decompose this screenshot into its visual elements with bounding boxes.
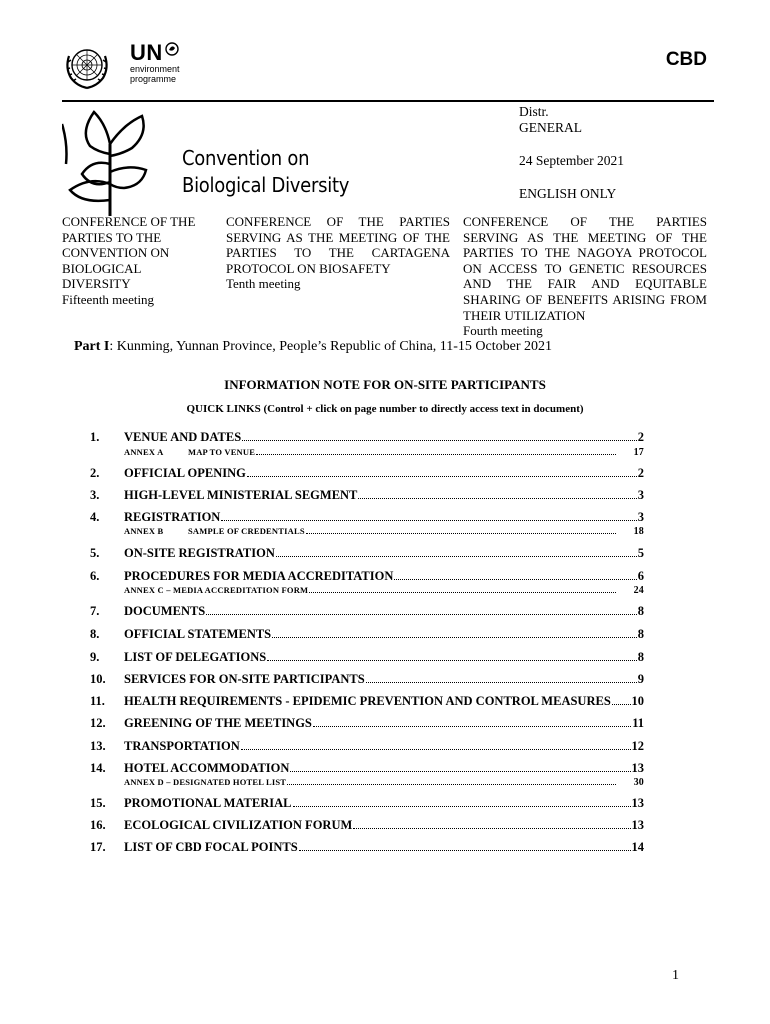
cop-line: CONFERENCE OF THE xyxy=(62,214,196,229)
toc-leader xyxy=(299,850,631,851)
toc-subentry-annex-d[interactable] xyxy=(124,777,644,788)
document-title: INFORMATION NOTE FOR ON-SITE PARTICIPANTS xyxy=(224,377,546,392)
toc-leader xyxy=(272,637,637,638)
un-environment-logo-icon xyxy=(165,42,179,56)
toc-entry-opening[interactable] xyxy=(124,466,644,481)
toc-number: 1. xyxy=(90,430,100,444)
toc-entry-health[interactable] xyxy=(124,694,644,709)
toc-number: 16. xyxy=(90,818,106,832)
annex-title[interactable]: SAMPLE OF CREDENTIALS xyxy=(188,526,305,536)
toc-title[interactable]: PROMOTIONAL MATERIAL xyxy=(124,796,292,810)
header-divider xyxy=(62,100,714,102)
toc-leader xyxy=(242,440,637,441)
toc-number: 5. xyxy=(90,546,100,560)
body-column-cop xyxy=(62,214,212,308)
toc-entry-statements[interactable] xyxy=(124,627,644,642)
toc-number: 17. xyxy=(90,840,106,854)
toc-leader xyxy=(306,533,616,534)
toc-leader xyxy=(256,454,615,455)
toc-leader xyxy=(366,682,637,683)
cop-line: PARTIES TO THE xyxy=(62,229,162,245)
toc-title[interactable]: REGISTRATION xyxy=(124,510,221,524)
toc-title[interactable]: LIST OF CBD FOCAL POINTS xyxy=(124,840,298,854)
toc-page-link[interactable]: 8 xyxy=(637,650,644,664)
toc-entry-venue[interactable] xyxy=(124,430,644,445)
toc-leader xyxy=(358,498,636,499)
toc-leader xyxy=(394,579,636,580)
toc-page-link[interactable]: 3 xyxy=(637,510,644,524)
annex-label: ANNEX B xyxy=(124,526,164,536)
toc-entry-focal-points[interactable] xyxy=(124,840,644,855)
toc-entry-media[interactable] xyxy=(124,569,644,584)
cop-meeting: Fifteenth meeting xyxy=(62,291,155,307)
annex-label[interactable]: ANNEX D – DESIGNATED HOTEL LIST xyxy=(124,777,287,787)
toc-page-link[interactable]: 8 xyxy=(637,627,644,641)
np-meeting: Fourth meeting xyxy=(463,323,543,339)
toc-entry-onsite-registration[interactable] xyxy=(124,546,644,561)
toc-entry-registration[interactable] xyxy=(124,510,644,525)
cop-line: DIVERSITY xyxy=(62,276,131,292)
toc-title[interactable]: ECOLOGICAL CIVILIZATION FORUM xyxy=(124,818,353,832)
toc-subentry-annex-c[interactable] xyxy=(124,585,644,596)
body-column-cp xyxy=(226,214,450,292)
toc-entry-hotel[interactable] xyxy=(124,761,644,776)
toc-number: 8. xyxy=(90,627,100,641)
toc-leader xyxy=(287,784,615,785)
distr-general: GENERAL xyxy=(519,120,582,135)
un-emblem-icon xyxy=(62,42,112,92)
toc-title[interactable]: HOTEL ACCOMMODATION xyxy=(124,761,290,775)
toc-entry-transportation[interactable] xyxy=(124,739,644,754)
cp-meeting: Tenth meeting xyxy=(226,276,301,292)
annex-label[interactable]: ANNEX C – MEDIA ACCREDITATION FORM xyxy=(124,585,309,595)
toc-title[interactable]: OFFICIAL STATEMENTS xyxy=(124,627,272,641)
cbd-label: CBD xyxy=(665,49,707,70)
toc-title[interactable]: TRANSPORTATION xyxy=(124,739,240,753)
toc-number: 3. xyxy=(90,488,100,502)
toc-number: 2. xyxy=(90,466,100,480)
toc-page-link[interactable]: 13 xyxy=(631,818,644,832)
part-text: : Kunming, Yunnan Province, People’s Republic of China, 11-15 October 2021 xyxy=(109,339,553,354)
un-logo-sub2: programme xyxy=(130,74,177,84)
toc-number: 6. xyxy=(90,569,100,583)
toc-page-link[interactable]: 2 xyxy=(637,430,644,444)
toc-title[interactable]: HIGH-LEVEL MINISTERIAL SEGMENT xyxy=(124,488,358,502)
toc-title[interactable]: OFFICIAL OPENING xyxy=(124,466,246,480)
toc-subentry-annex-b[interactable] xyxy=(124,526,644,537)
toc-title[interactable]: PROCEDURES FOR MEDIA ACCREDITATION xyxy=(124,569,394,583)
toc-title[interactable]: GREENING OF THE MEETINGS xyxy=(124,716,312,730)
toc-page-link[interactable]: 8 xyxy=(637,604,644,618)
quick-links-note: QUICK LINKS (Control + click on page number to directly access text in document) xyxy=(186,403,584,415)
document-date: 24 September 2021 xyxy=(519,153,624,168)
toc-leader xyxy=(221,520,636,521)
toc-leader xyxy=(247,476,637,477)
toc-page-link[interactable]: 10 xyxy=(631,694,644,708)
toc-page-link[interactable]: 18 xyxy=(633,526,644,537)
toc-entry-forum[interactable] xyxy=(124,818,644,833)
toc-page-link[interactable]: 2 xyxy=(637,466,644,480)
toc-page-link[interactable]: 24 xyxy=(633,585,644,596)
toc-leader xyxy=(612,704,631,705)
toc-number: 9. xyxy=(90,650,100,664)
toc-page-link[interactable]: 30 xyxy=(633,777,644,788)
cop-line: BIOLOGICAL xyxy=(62,260,142,276)
toc-entry-documents[interactable] xyxy=(124,604,644,619)
part-location-line xyxy=(74,339,552,355)
un-environment-logo xyxy=(130,42,180,84)
toc-leader xyxy=(293,806,631,807)
toc-leader xyxy=(309,592,615,593)
part-label: Part I xyxy=(74,339,110,354)
document-language: ENGLISH ONLY xyxy=(519,186,617,201)
toc-number: 14. xyxy=(90,761,106,775)
toc-leader xyxy=(353,828,630,829)
toc-page-link[interactable]: 3 xyxy=(637,488,644,502)
toc-entry-delegations[interactable] xyxy=(124,650,644,665)
toc-page-link[interactable]: 11 xyxy=(632,716,644,730)
toc-title[interactable]: LIST OF DELEGATIONS xyxy=(124,650,267,664)
toc-title[interactable]: HEALTH REQUIREMENTS - EPIDEMIC PREVENTION AND CONTROL MEASURES xyxy=(124,694,611,708)
toc-number: 7. xyxy=(90,604,100,618)
toc-title[interactable]: DOCUMENTS xyxy=(124,604,206,618)
cp-body-text: CONFERENCE OF THE PARTIES SERVING AS THE MEETING OF THE PARTIES TO THE CARTAGENA PROTOCOL ON BIOSAFETY xyxy=(226,214,450,276)
cbd-plant-logo-icon xyxy=(62,104,158,216)
toc-entry-ministerial[interactable] xyxy=(124,488,644,503)
toc-page-link[interactable]: 13 xyxy=(631,761,644,775)
cop-line: CONVENTION ON xyxy=(62,245,170,261)
toc-leader xyxy=(290,771,630,772)
toc-leader xyxy=(267,660,637,661)
convention-name-line2: Biological Diversity xyxy=(182,173,350,197)
un-logo-text: UN xyxy=(130,40,163,65)
un-logo-sub1: environment xyxy=(130,64,180,74)
page-number: 1 xyxy=(672,968,679,983)
toc-page-link[interactable]: 5 xyxy=(637,546,644,560)
toc-page-link[interactable]: 12 xyxy=(631,739,644,753)
convention-name xyxy=(182,145,349,199)
toc-number: 4. xyxy=(90,510,100,524)
toc-page-link[interactable]: 14 xyxy=(631,840,644,854)
toc-page-link[interactable]: 6 xyxy=(637,569,644,583)
toc-number: 13. xyxy=(90,739,106,753)
annex-title[interactable]: MAP TO VENUE xyxy=(188,447,256,457)
toc-title[interactable]: VENUE AND DATES xyxy=(124,430,242,444)
toc-entry-promotional[interactable] xyxy=(124,796,644,811)
toc-entry-services[interactable] xyxy=(124,672,644,687)
np-body-text: CONFERENCE OF THE PARTIES SERVING AS THE MEETING OF THE PARTIES TO THE NAGOYA PROTOCOL ON ACCESS TO GENETIC RESOURCES AND THE FAIR AND EQUITABLE SHARING OF BENEFITS ARISING FROM THEIR UTILIZATION xyxy=(463,214,707,323)
toc-page-link[interactable]: 9 xyxy=(637,672,644,686)
toc-leader xyxy=(313,726,631,727)
toc-number: 15. xyxy=(90,796,106,810)
toc-page-link[interactable]: 17 xyxy=(633,447,644,458)
toc-number: 11. xyxy=(90,694,105,708)
toc-title[interactable]: SERVICES FOR ON-SITE PARTICIPANTS xyxy=(124,672,365,686)
toc-subentry-annex-a[interactable] xyxy=(124,447,644,458)
toc-number: 12. xyxy=(90,716,106,730)
toc-leader xyxy=(206,614,636,615)
toc-leader xyxy=(241,749,631,750)
annex-label: ANNEX A xyxy=(124,447,164,457)
convention-name-line1: Convention on xyxy=(182,146,310,170)
distr-label: Distr. xyxy=(519,104,549,119)
toc-title[interactable]: ON-SITE REGISTRATION xyxy=(124,546,275,560)
body-column-np xyxy=(463,214,707,339)
toc-leader xyxy=(276,556,637,557)
toc-number: 10. xyxy=(90,672,106,686)
toc-page-link[interactable]: 13 xyxy=(631,796,644,810)
toc-entry-greening[interactable] xyxy=(124,716,644,731)
